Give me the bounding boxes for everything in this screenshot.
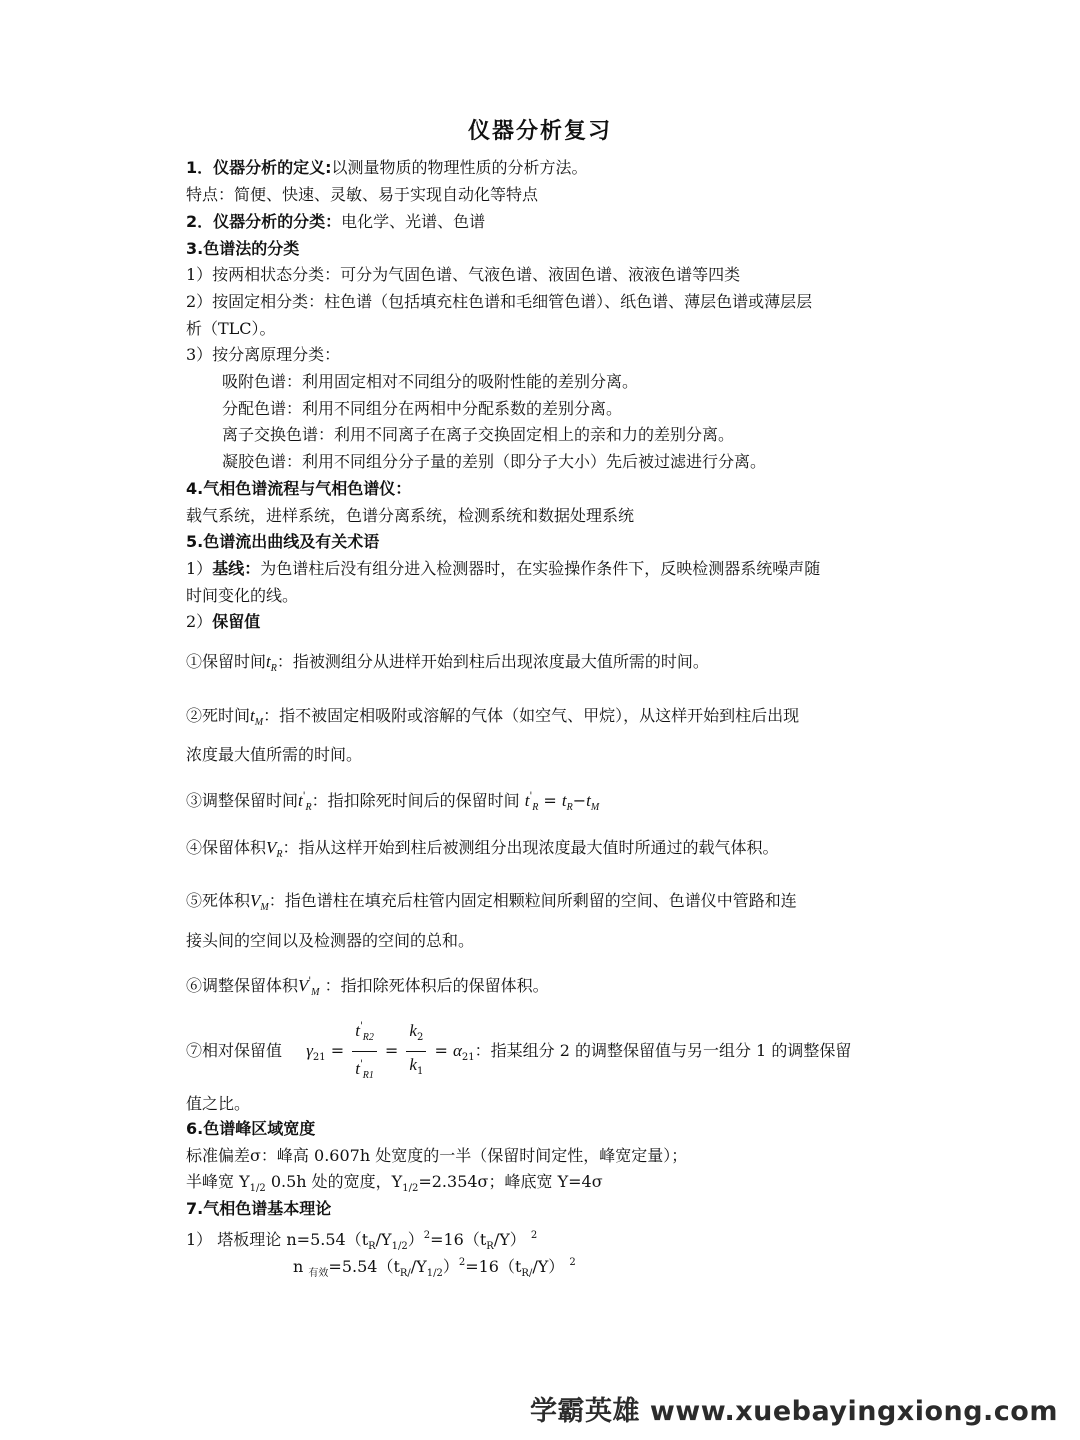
fraction-adjusted-times: $\frac{t'_{R2}}{t'_{R1}}$ — [352, 1016, 377, 1087]
section-3-item-2-cont: 析（TLC）。 — [186, 319, 276, 338]
symbol-t: t — [561, 791, 567, 810]
section-3-heading: 3.色谱法的分类 — [186, 239, 300, 258]
symbol-t: t — [586, 791, 591, 810]
adjusted-retention-volume-text: ：指扣除死体积后的保留体积。 — [324, 976, 549, 995]
gel-line: 凝胶色谱：利用不同组分分子量的差别（即分子大小）先后被过滤进行分离。 — [222, 452, 767, 471]
symbol-V: V — [266, 838, 277, 857]
page-title: 仪器分析复习 — [467, 119, 612, 144]
retention-volume-text: ：指从这样开始到柱后被测组分出现浓度最大值时所通过的载气体积。 — [282, 838, 779, 857]
symbol-t: t — [298, 791, 303, 810]
section-6-heading: 6.色谱峰区域宽度 — [186, 1119, 316, 1138]
relative-retention-text: ：指某组分 2 的调整保留值与另一组分 1 的调整保留 — [474, 1041, 852, 1060]
prime-mark: ' — [302, 791, 306, 802]
retention-time-text: ：指被测组分从进样开始到柱后出现浓度最大值所需的时间。 — [276, 652, 709, 671]
relative-retention-line — [186, 1016, 851, 1088]
subscript-R: R — [566, 802, 573, 813]
adjusted-retention-time-line — [186, 786, 599, 819]
symbol-gamma: γ — [306, 1041, 313, 1060]
adjusted-retention-time-label: ③调整保留时间 — [186, 791, 299, 810]
section-7-heading: 7.气相色谱基本理论 — [186, 1199, 332, 1218]
dead-volume-text: ：指色谱柱在填充后柱管内固定相颗粒间所剩留的空间、色谱仪中管路和连 — [268, 891, 797, 910]
subscript-R: R — [270, 663, 277, 674]
subscript-half: 1/2 — [249, 1183, 266, 1194]
baseline-prefix: 1） — [186, 559, 213, 578]
retention-label: 保留值 — [212, 612, 261, 631]
symbol-t: t — [250, 706, 255, 725]
subscript-M: M — [260, 902, 269, 913]
section-2-text: 电化学、光谱、色谱 — [341, 212, 486, 231]
half-width-line: 半峰宽 $Y_{1/2}$ 0.5h 处的宽度，$Y_{1/2}=2.354\sigma$；峰底宽 Y=4σ — [186, 1172, 603, 1194]
adsorption-line: 吸附色谱：利用固定相对不同组分的吸附性能的差别分离。 — [222, 372, 639, 391]
retention-heading-line — [186, 611, 260, 633]
minus-sign: − — [572, 791, 587, 810]
equals-sign: = — [434, 1041, 448, 1060]
symbol-t: t — [266, 652, 271, 671]
baseline-line — [186, 558, 820, 580]
site-watermark: 学霸英雄 www.xuebayingxiong.com — [529, 1396, 1058, 1427]
plate-theory-line: 1） 塔板理论 $n=5.54(t_R/Y_{1/2})^2=16(t_R/Y)$ $^2$ — [186, 1230, 538, 1252]
section-3-item-3: 3）按分离原理分类： — [186, 345, 341, 364]
prime-mark: ' — [308, 976, 312, 987]
subscript-R: R — [532, 802, 539, 813]
dead-volume-line — [186, 890, 797, 919]
equals-sign: = — [543, 791, 557, 810]
subscript-21: 21 — [461, 1052, 475, 1063]
symbol-t: t — [524, 791, 530, 810]
section-4-heading: 4.气相色谱流程与气相色谱仪： — [186, 479, 412, 498]
dead-time-label: ②死时间 — [186, 706, 251, 725]
relative-retention-line-cont: 值之比。 — [186, 1094, 251, 1113]
adjusted-retention-volume-label: ⑥调整保留体积 — [186, 976, 299, 995]
section-2-line — [186, 211, 485, 233]
subscript-M: M — [311, 987, 320, 998]
section-1-line — [186, 157, 588, 179]
retention-time-line — [186, 651, 709, 680]
relative-retention-label: ⑦相对保留值 — [186, 1041, 283, 1060]
subscript-21: 21 — [312, 1052, 326, 1063]
subscript-half: 1/2 — [402, 1183, 419, 1194]
symbol-V: V — [298, 976, 309, 995]
partition-line: 分配色谱：利用不同组分在两相中分配系数的差别分离。 — [222, 399, 623, 418]
equals-sign: = — [330, 1041, 345, 1060]
std-deviation-line: 标准偏差σ：峰高 0.607h 处宽度的一半（保留时间定性，峰宽定量）； — [186, 1146, 688, 1165]
fraction-partition-ratios: $\frac{k_2}{k_1}$ — [406, 1020, 426, 1083]
dead-time-text: ：指不被固定相吸附或溶解的气体（如空气、甲烷），从这样开始到柱后出现 — [263, 706, 800, 725]
section-1-text: 以测量物质的物理性质的分析方法。 — [331, 158, 588, 177]
section-5-heading: 5.色谱流出曲线及有关术语 — [186, 532, 380, 551]
baseline-line-cont: 时间变化的线。 — [186, 586, 299, 605]
adjusted-retention-volume-line — [186, 971, 549, 1004]
dead-time-line — [186, 705, 799, 734]
section-2-heading: 2．仪器分析的分类： — [186, 212, 342, 231]
effective-plate-line: n $_{有效}=5.54(t_{R/}/Y_{1/2})^2=16(t_{R/}/Y)$ $^2$ — [293, 1257, 576, 1279]
section-1-heading: 1．仪器分析的定义: — [186, 158, 332, 177]
section-4-text: 载气系统，进样系统，色谱分离系统，检测系统和数据处理系统 — [186, 506, 635, 525]
dead-time-line-cont: 浓度最大值所需的时间。 — [186, 745, 363, 764]
subscript-M: M — [254, 717, 264, 728]
subscript-R: R — [276, 849, 283, 860]
baseline-text: 为色谱柱后没有组分进入检测器时，在实验操作条件下，反映检测器系统噪声随 — [260, 559, 821, 578]
subscript-R: R — [305, 802, 312, 813]
section-3-item-2: 2）按固定相分类：柱色谱（包括填充柱色谱和毛细管色谱）、纸色谱、薄层色谱或薄层层 — [186, 292, 813, 311]
retention-volume-label: ④保留体积 — [186, 838, 267, 857]
baseline-label: 基线： — [212, 559, 261, 578]
retention-volume-line — [186, 837, 779, 866]
subscript-M: M — [590, 802, 600, 813]
retention-time-label: ①保留时间 — [186, 652, 267, 671]
equals-sign: = — [384, 1041, 399, 1060]
ion-exchange-line: 离子交换色谱：利用不同离子在离子交换固定相上的亲和力的差别分离。 — [222, 425, 735, 444]
section-3-item-1: 1）按两相状态分类：可分为气固色谱、气液色谱、液固色谱、液液色谱等四类 — [186, 265, 741, 284]
features-line: 特点：简便、快速、灵敏、易于实现自动化等特点 — [186, 185, 539, 204]
dead-volume-line-cont: 接头间的空间以及检测器的空间的总和。 — [186, 931, 475, 950]
dead-volume-label: ⑤死体积 — [186, 891, 251, 910]
retention-prefix: 2） — [186, 612, 213, 631]
adjusted-retention-time-text: ：指扣除死时间后的保留时间 — [311, 791, 520, 810]
symbol-V: V — [250, 891, 261, 910]
symbol-alpha: α — [452, 1041, 462, 1060]
prime-mark: ' — [529, 791, 533, 802]
